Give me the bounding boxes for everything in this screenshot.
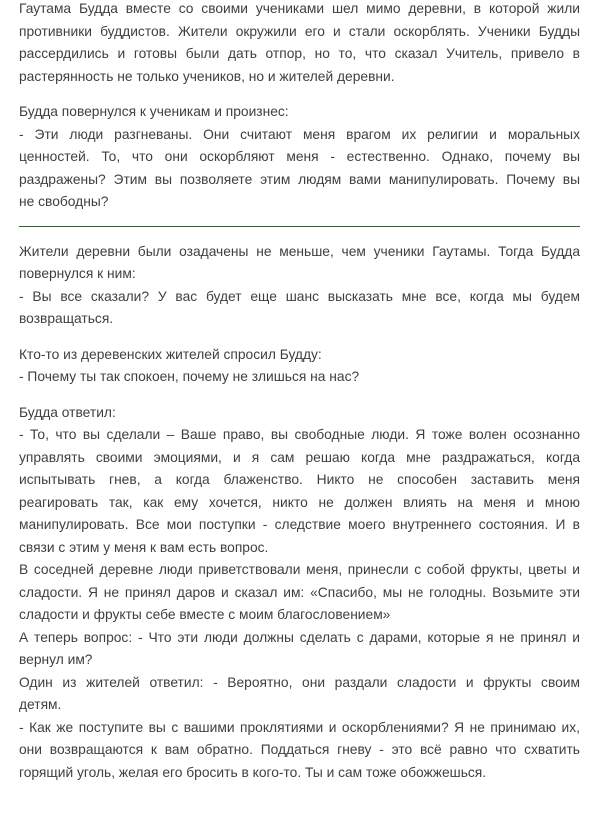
text-line: рассердились и готовы были дать отпор, но то, что сказал Учитель, привело в — [19, 46, 580, 61]
paragraph-buddha-answer — [19, 402, 580, 785]
text-line: противники буддистов. Жители окружили его и стали оскорблять. Ученики Будды — [19, 23, 580, 39]
text-line: Будда повернулся к ученикам и произнес: — [19, 104, 289, 119]
text-line: - То, что вы сделали – Ваше право, вы свободные люди. Я тоже волен осознанно — [19, 427, 580, 442]
text-line: связи с этим у меня к вам есть вопрос. — [19, 539, 269, 555]
text-line: управлять своими эмоциями, и я сам решаю когда мне раздражаться, когда — [19, 449, 580, 465]
text-line: реагировать так, как ему хочется, никто не должен влиять на меня и мною — [19, 494, 580, 510]
text-line: Один из жителей ответил: - Вероятно, они раздали сладости и фрукты своим — [19, 674, 580, 690]
text-line: горящий уголь, желая его бросить в кого-то. Ты и сам тоже обожжешься. — [19, 764, 487, 780]
text-line: Гаутама Будда вместе со своими учениками шел мимо деревни, в которой жили — [19, 1, 580, 16]
text-line: Жители деревни были озадачены не меньше, чем ученики Гаутамы. Тогда Будда — [19, 243, 580, 259]
text-line: возвращаться. — [19, 311, 114, 326]
article-body — [19, 0, 580, 784]
paragraph-intro — [19, 0, 580, 88]
paragraph-villager-question — [19, 344, 580, 389]
text-line: Кто-то из деревенских жителей спросил Будду: — [19, 346, 322, 362]
text-line: - Эти люди разгневаны. Они считают меня врагом их религии и моральных — [19, 126, 580, 142]
text-line: В соседней деревне люди приветствовали меня, принесли с собой фрукты, цветы и — [19, 562, 580, 577]
text-line: Будда ответил: — [19, 404, 116, 420]
text-line: манипулировать. Все мои поступки - следствие моего внутреннего состояния. И в — [19, 517, 580, 532]
text-line: не свободны? — [19, 194, 109, 209]
text-line: А теперь вопрос: - Что эти люди должны сделать с дарами, которые я не принял и — [19, 629, 580, 645]
text-line: повернулся к ним: — [19, 266, 136, 281]
paragraph-villagers-puzzled — [19, 241, 580, 331]
text-line: - Вы все сказали? У вас будет еще шанс высказать мне все, когда мы будем — [19, 288, 580, 304]
text-line: испытывать гнев, а когда блаженство. Никто не способен заставить меня — [19, 472, 580, 487]
text-line: ценностей. То, что они оскорбляют меня - естественно. Однако, почему вы — [19, 149, 580, 164]
text-line: они возвращаются к вам обратно. Поддаться гневу - это всё равно что схватить — [19, 742, 580, 757]
text-line: детям. — [19, 697, 62, 712]
text-line: - Почему ты так спокоен, почему не злишься на нас? — [19, 369, 360, 384]
text-line: сладости и фрукты себе вместе с моим благословением» — [19, 607, 391, 622]
text-line: вернул им? — [19, 652, 93, 667]
text-line: раздражены? Этим вы позволяете этим людям вами манипулировать. Почему вы — [19, 171, 580, 187]
paragraph-buddha-to-disciples — [19, 101, 580, 214]
text-line: сладости. Я не принял даров и сказал им: «Спасибо, мы не голодны. Возьмите эти — [19, 584, 580, 600]
text-line: - Как же поступите вы с вашими проклятиями и оскорблениями? Я не принимаю их, — [19, 719, 580, 735]
text-line: растерянность не только учеников, но и жителей деревни. — [19, 68, 395, 84]
section-divider — [19, 226, 580, 227]
